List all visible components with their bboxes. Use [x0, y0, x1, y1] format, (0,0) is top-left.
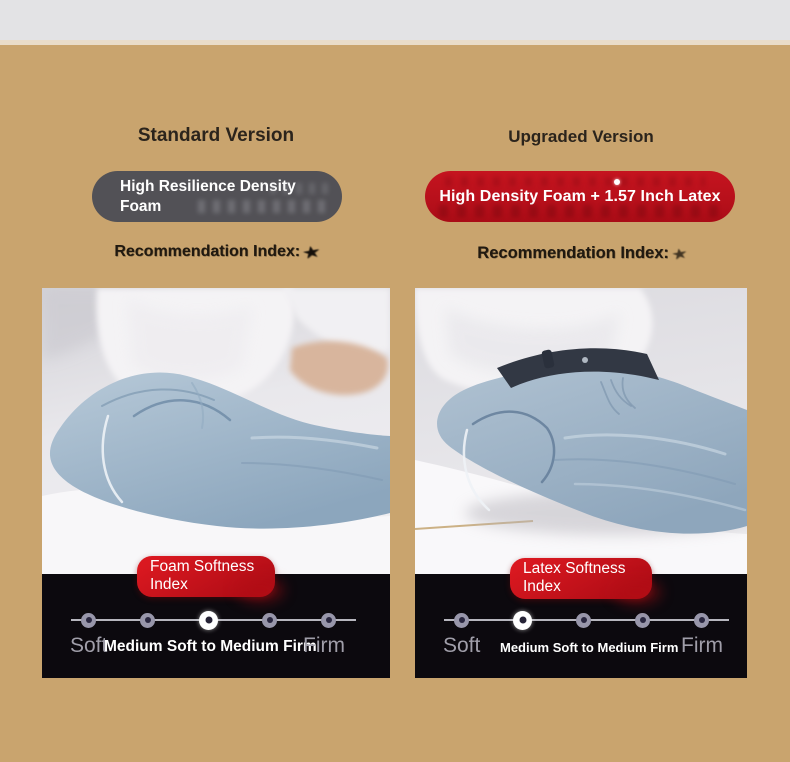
upgraded-version-column	[415, 45, 747, 762]
label-firm: Firm	[681, 634, 723, 657]
latex-softness-badge-label: Latex Softness Index	[523, 560, 626, 595]
censored-text-smudge	[439, 205, 721, 217]
censored-text-smudge	[445, 177, 705, 186]
slider-dot	[262, 613, 277, 628]
slider-dot	[454, 613, 469, 628]
slider-dot	[321, 613, 336, 628]
label-selected-softness: Medium Soft to Medium Firm	[500, 640, 679, 655]
label-soft: Soft	[443, 634, 481, 657]
slider-dot	[694, 613, 709, 628]
slider-dot-selected	[199, 611, 218, 630]
standard-cushion-photo	[42, 288, 390, 574]
upgraded-cushion-photo	[415, 288, 747, 574]
seated-person-illustration	[415, 288, 747, 574]
label-firm: Firm	[303, 634, 345, 657]
upgraded-feature-label: High Density Foam + 1.57 Inch Latex	[439, 187, 721, 205]
slider-dot	[81, 613, 96, 628]
seated-person-illustration	[42, 288, 390, 574]
slider-dots	[81, 612, 336, 628]
slider-dot	[576, 613, 591, 628]
foam-softness-badge	[137, 556, 275, 597]
standard-feature-label: High Resilience Density Foam	[120, 178, 296, 215]
label-selected-softness: Medium Soft to Medium Firm	[104, 638, 317, 655]
latex-softness-badge	[510, 558, 652, 599]
page-top-strip	[0, 0, 790, 40]
highlight-dot	[614, 179, 620, 185]
foam-softness-badge-label: Foam Softness Index	[150, 558, 255, 593]
recommendation-row	[42, 243, 390, 261]
recommendation-label: Recommendation Index:	[477, 244, 669, 262]
label-soft: Soft	[70, 634, 108, 657]
recommendation-label: Recommendation Index:	[114, 243, 301, 260]
standard-version-column	[42, 45, 390, 762]
recommendation-row	[415, 244, 747, 263]
upgraded-feature-pill	[425, 171, 735, 222]
upgraded-version-heading: Upgraded Version	[508, 127, 654, 146]
standard-version-heading: Standard Version	[137, 125, 295, 146]
censored-text-smudge	[198, 200, 326, 213]
standard-feature-pill	[92, 171, 342, 222]
star-mark-icon: ★	[301, 242, 321, 261]
slider-dot	[140, 613, 155, 628]
slider-dots	[454, 612, 709, 628]
star-mark-icon: ★	[671, 245, 688, 262]
slider-dot	[635, 613, 650, 628]
slider-dot-selected	[513, 611, 532, 630]
